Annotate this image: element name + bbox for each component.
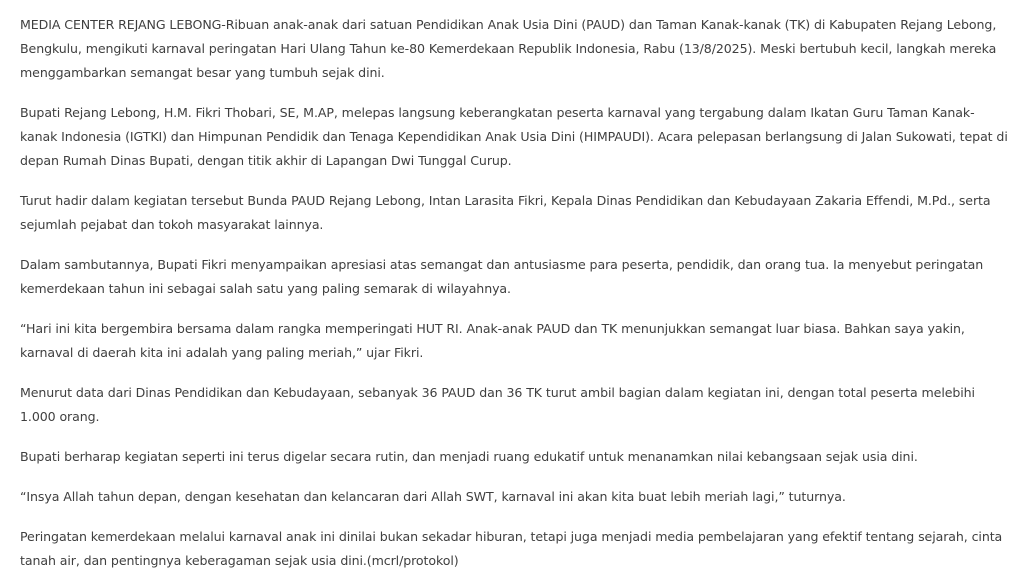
paragraph-data: Menurut data dari Dinas Pendidikan dan Kebudayaan, sebanyak 36 PAUD dan 36 TK turut ambil bagian dalam kegiatan ini, dengan total peserta melebihi 1.000 orang. [20,385,975,424]
paragraph-attendees: Turut hadir dalam kegiatan tersebut Bunda PAUD Rejang Lebong, Intan Larasita Fikri, Kepala Dinas Pendidikan dan Kebudayaan Zakaria Effendi, M.Pd., serta sejumlah pejabat dan tokoh masyarakat lainnya. [20,193,991,232]
paragraph-release: Bupati Rejang Lebong, H.M. Fikri Thobari, SE, M.AP, melepas langsung keberangkatan peserta karnaval yang tergabung dalam Ikatan Guru Taman Kanak-kanak Indonesia (IGTKI) dan Himpunan Pendidik dan Tenaga Kependidikan Anak Usia Dini (HIMPAUDI). Acara pelepasan berlangsung di Jalan Sukowati, tepat di depan Rumah Dinas Bupati, dengan titik akhir di Lapangan Dwi Tunggal Curup. [20,105,1008,168]
paragraph-hope: Bupati berharap kegiatan seperti ini terus digelar secara rutin, dan menjadi ruang edukatif untuk menanamkan nilai kebangsaan sejak usia dini. [20,449,918,464]
paragraph-speech: Dalam sambutannya, Bupati Fikri menyampaikan apresiasi atas semangat dan antusiasme para peserta, pendidik, dan orang tua. Ia menyebut peringatan kemerdekaan tahun ini sebagai salah satu yang paling semarak di wilayahnya. [20,257,984,296]
paragraph-intro: MEDIA CENTER REJANG LEBONG-Ribuan anak-anak dari satuan Pendidikan Anak Usia Dini (PAUD) dan Taman Kanak-kanak (TK) di Kabupaten Rejang Lebong, Bengkulu, mengikuti karnaval peringatan Hari Ulang Tahun ke-80 Kemerdekaan Republik Indonesia, Rabu (13/8/2025). Meski bertubuh kecil, langkah mereka menggambarkan semangat besar yang tumbuh sejak dini. [20,17,997,80]
paragraph-quote-1: “Hari ini kita bergembira bersama dalam rangka memperingati HUT RI. Anak-anak PAUD dan TK menunjukkan semangat luar biasa. Bahkan saya yakin, karnaval di daerah kita ini adalah yang paling meriah,” ujar Fikri. [20,321,965,360]
paragraph-quote-2: “Insya Allah tahun depan, dengan kesehatan dan kelancaran dari Allah SWT, karnaval ini akan kita buat lebih meriah lagi,” tuturnya. [20,489,846,504]
paragraph-closing: Peringatan kemerdekaan melalui karnaval anak ini dinilai bukan sekadar hiburan, tetapi juga menjadi media pembelajaran yang efektif tentang sejarah, cinta tanah air, dan pentingnya keberagaman sejak usia dini.(mcrl/protokol) [20,529,1003,568]
